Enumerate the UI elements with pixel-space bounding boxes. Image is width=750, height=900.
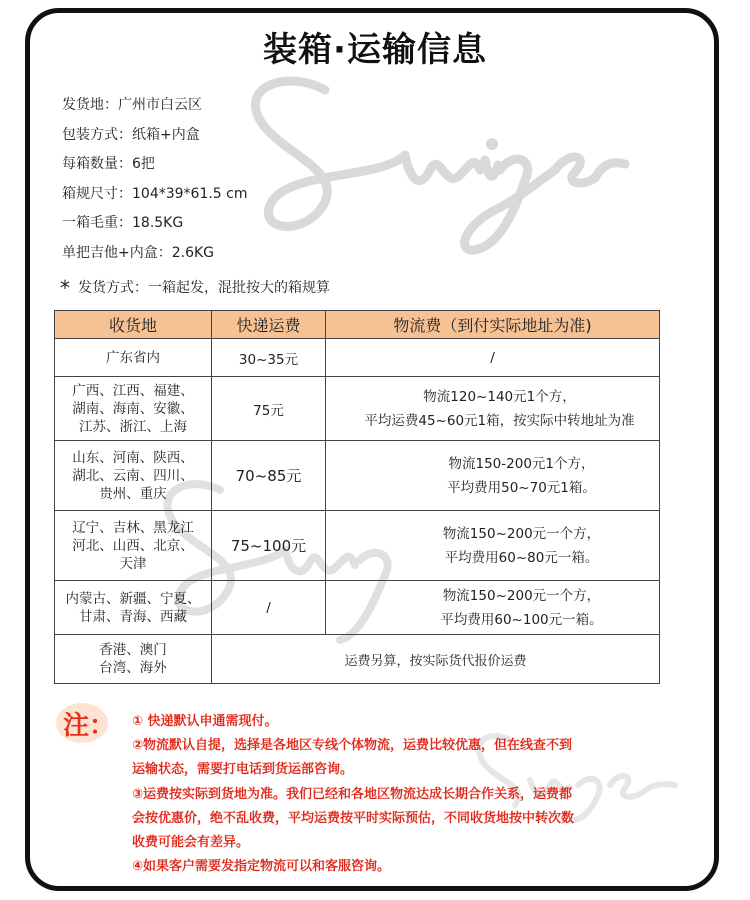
express-cell: 30~35元	[212, 339, 326, 377]
note-line: 运输状态，需要打电话到货运部咨询。	[132, 762, 354, 778]
shipping-note	[60, 276, 330, 300]
table-row	[55, 635, 660, 684]
express-cell: /	[212, 581, 326, 635]
note-badge	[56, 703, 116, 743]
logistics-cell: /	[326, 339, 660, 377]
shipping-rate-table	[54, 310, 660, 684]
spec-unit-weight: 单把吉他+内盒：2.6KG	[62, 244, 215, 261]
asterisk-icon: *	[60, 276, 70, 300]
spec-quantity: 每箱数量：6把	[62, 156, 155, 172]
region-cell: 辽宁、吉林、黑龙江 河北、山西、北京、 天津	[55, 511, 212, 581]
note-badge-label: 注：	[63, 711, 116, 741]
note-line: ③运费按实际到货地为准。我们已经和各地区物流达成长期合作关系，运费都	[132, 786, 573, 802]
region-cell: 香港、澳门 台湾、海外	[55, 635, 212, 684]
region-cell: 山东、河南、陕西、 湖北、云南、四川、 贵州、重庆	[55, 441, 212, 511]
note-line: 收费可能会有差异。	[132, 835, 250, 851]
merged-fee-cell: 运费另算，按实际货代报价运费	[212, 635, 660, 684]
spec-list	[62, 93, 248, 270]
table-row	[55, 511, 660, 581]
logistics-cell: 物流120~140元1个方， 平均运费45~60元1箱，按实际中转地址为准	[326, 377, 660, 441]
table-header-row	[55, 311, 660, 339]
spec-packaging: 包装方式：纸箱+内盒	[62, 126, 200, 143]
page-title: 装箱·运输信息	[263, 30, 487, 70]
shipping-note-text: 发货方式：一箱起发，混批按大的箱规算	[78, 280, 330, 296]
note-line: ②物流默认自提，选择是各地区专线个体物流，运费比较优惠，但在线查不到	[132, 738, 573, 754]
region-cell: 广东省内	[55, 339, 212, 377]
table-row	[55, 377, 660, 441]
note-line: ④如果客户需要发指定物流可以和客服咨询。	[132, 859, 391, 875]
region-cell: 广西、江西、福建、 湖南、海南、安徽、 江苏、浙江、上海	[55, 377, 212, 441]
note-line: ① 快递默认申通需现付。	[132, 714, 278, 729]
header-destination: 收货地	[55, 311, 212, 339]
logistics-cell: 物流150~200元一个方， 平均费用60~100元一箱。	[326, 581, 660, 635]
spec-box-size: 箱规尺寸：104*39*61.5 cm	[62, 185, 248, 202]
note-line: 会按优惠价，绝不乱收费，平均运费按平时实际预估，不同收货地按中转次数	[132, 810, 575, 826]
region-cell: 内蒙古、新疆、宁夏、 甘肃、青海、西藏	[55, 581, 212, 635]
header-logistics-fee: 物流费（到付实际地址为准)	[326, 311, 660, 339]
express-cell: 70~85元	[212, 441, 326, 511]
express-cell: 75元	[212, 377, 326, 441]
logistics-cell: 物流150~200元一个方， 平均费用60~80元一箱。	[326, 511, 660, 581]
table-row	[55, 581, 660, 635]
note-list	[132, 710, 632, 879]
spec-box-weight: 一箱毛重：18.5KG	[62, 215, 184, 231]
table-row	[55, 441, 660, 511]
spec-origin: 发货地：广州市白云区	[62, 97, 202, 113]
header-express-fee: 快递运费	[212, 311, 326, 339]
table-row	[55, 339, 660, 377]
express-cell: 75~100元	[212, 511, 326, 581]
logistics-cell: 物流150-200元1个方， 平均费用50~70元1箱。	[326, 441, 660, 511]
